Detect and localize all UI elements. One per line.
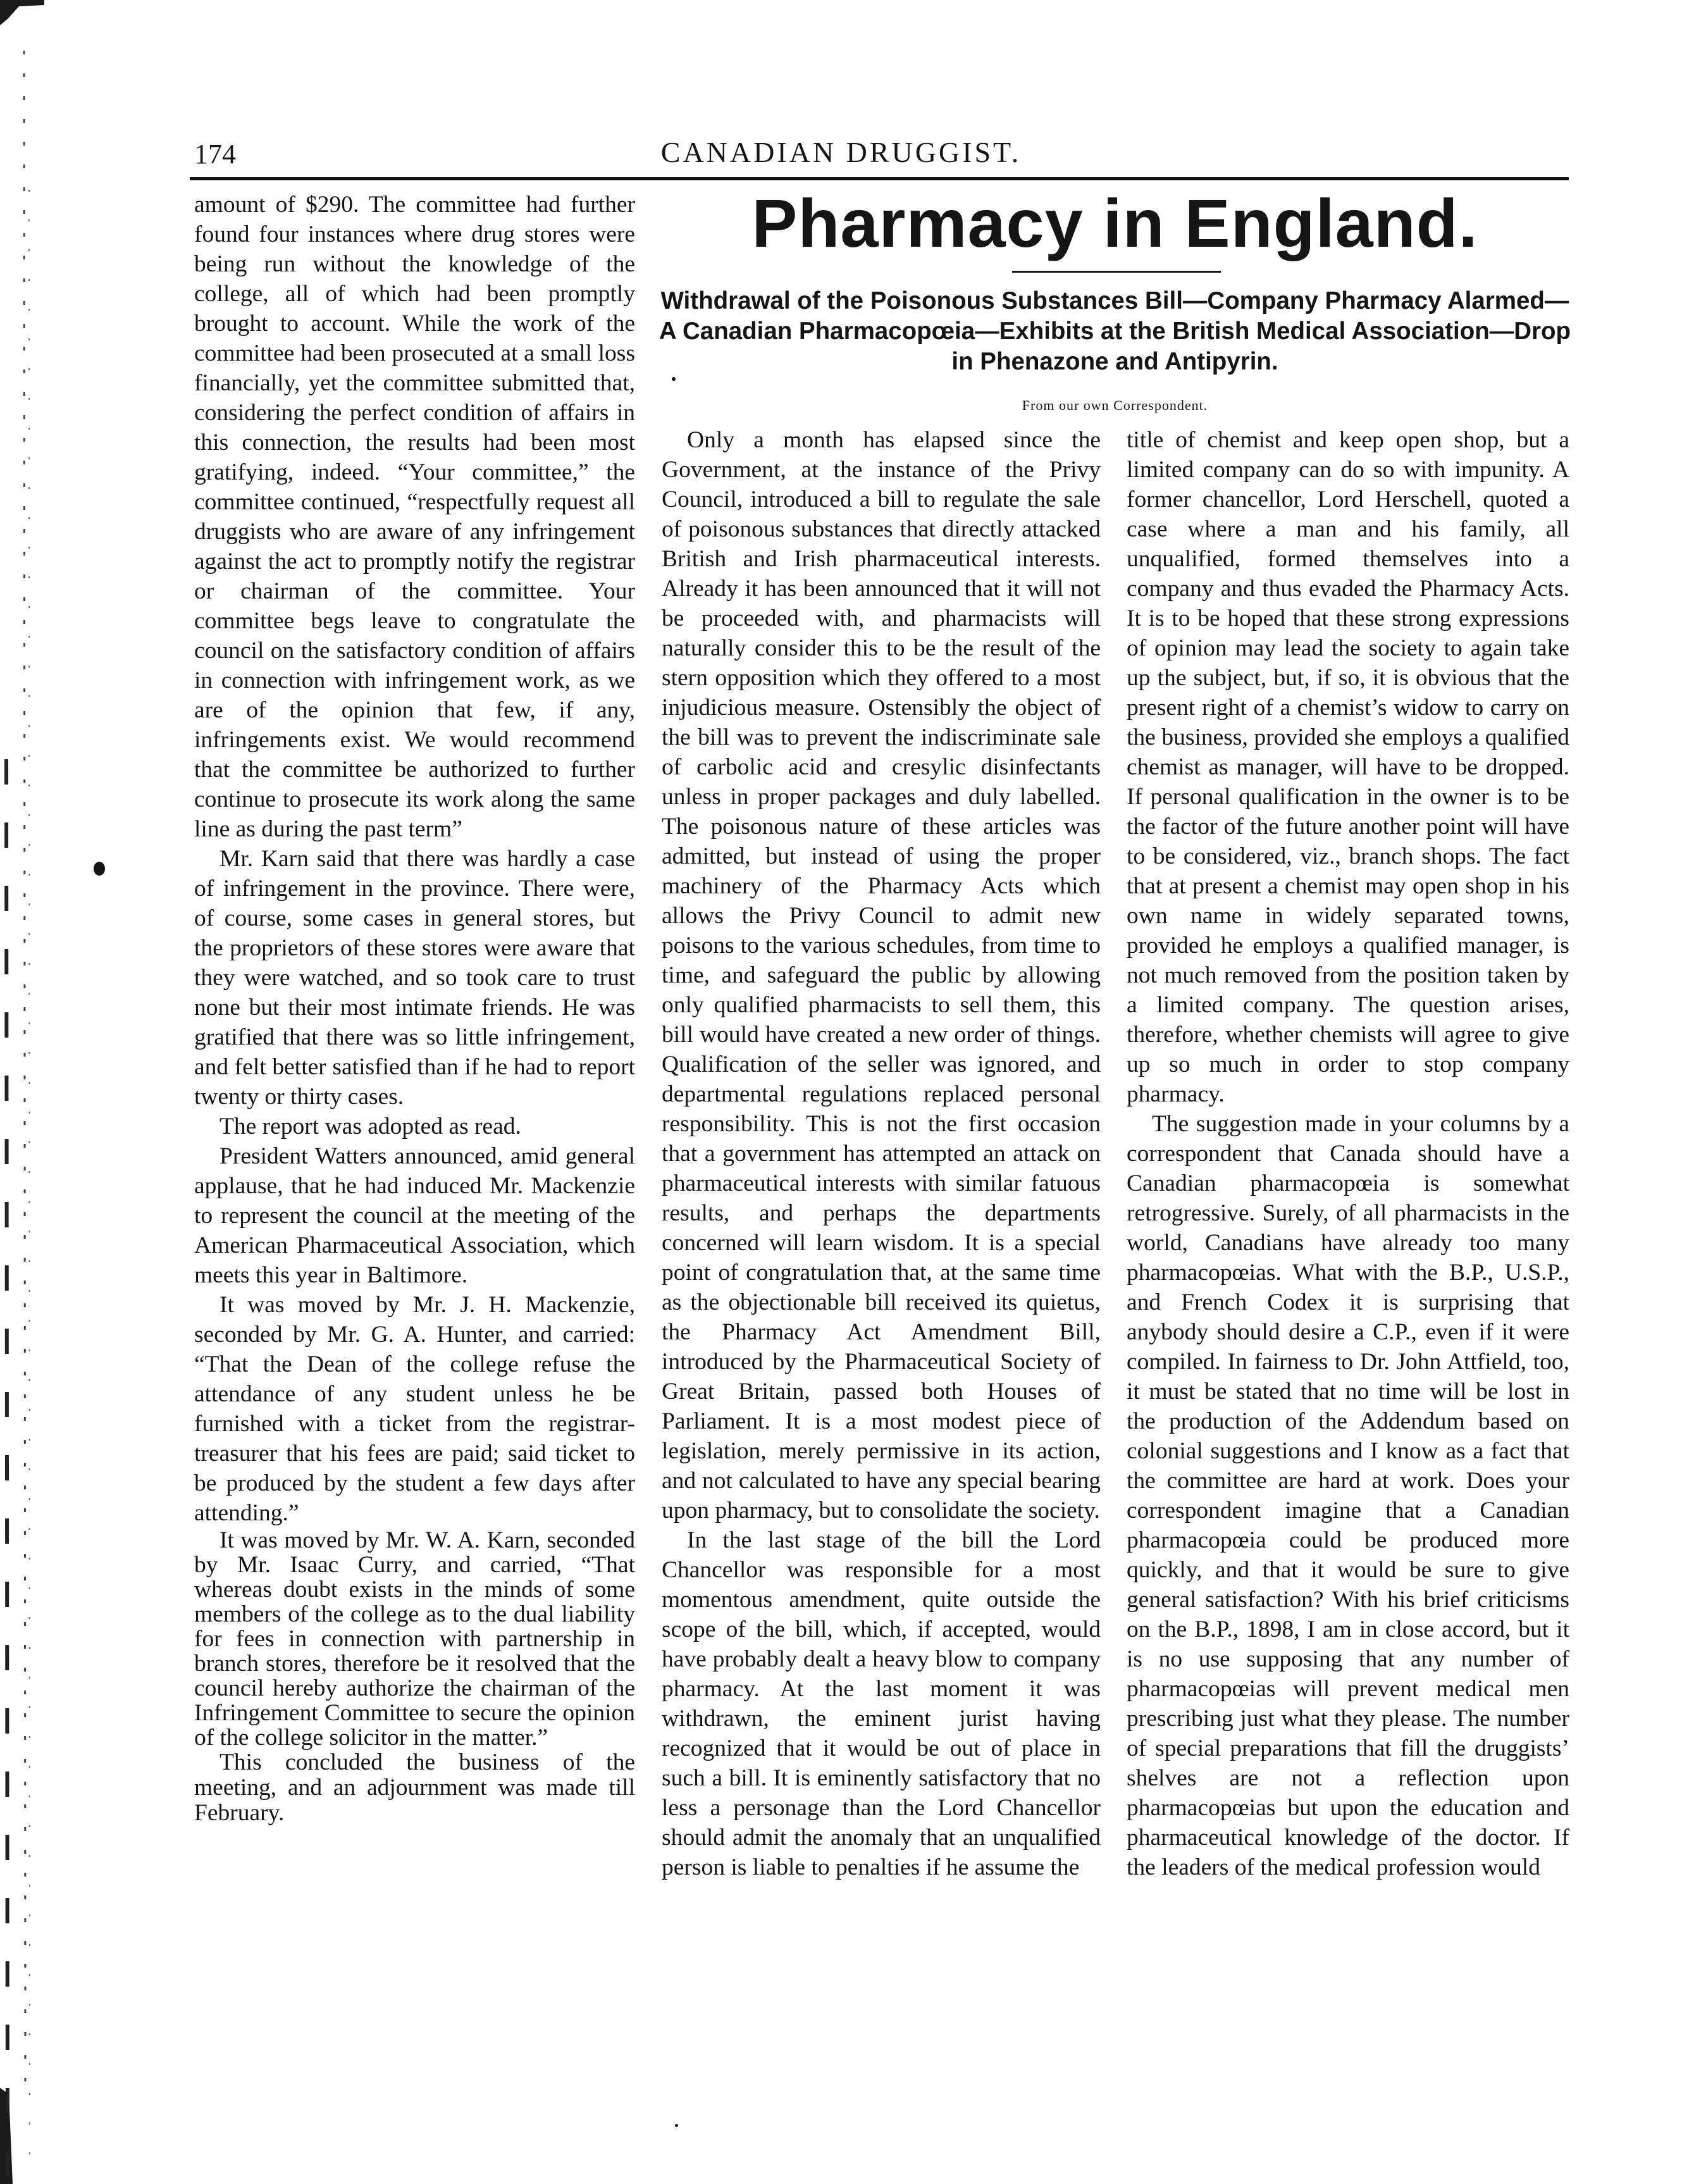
header-rule — [190, 177, 1569, 180]
paragraph: title of chemist and keep open shop, but a limited company can do so with impunity. A former chancellor, Lord Herschell, quoted a case where a man and his family, all unqualified, formed themselves into a company and thus evaded the Pharmacy Acts. It is to be hoped that these strong expressions of opinion may lead the society to again take up the subject, but, if so, it is obvious that the present right of a chemist’s widow to carry on the business, provided she employs a qualified chemist as manager, will have to be dropped. If personal qualification in the owner is to be the factor of the future another point will have to be considered, viz., branch shops. The fact that at present a chemist may open shop in his own name in widely separated towns, provided he employs a qualified manager, is not much removed from the position taken by a limited company. The question arises, therefore, whether chemists will agree to give up so much in order to stop company pharmacy. — [1127, 427, 1569, 1107]
running-head: CANADIAN DRUGGIST. — [660, 136, 1022, 168]
paragraph: It was moved by Mr. J. H. Mackenzie, seconded by Mr. G. A. Hunter, and carried: “That the Dean of the college refuse the attendance of any student unless he be furnished with a ticket from the registrar-treasurer that his fees are paid; said ticket to be produced by the student a few days after attending.” — [194, 1292, 635, 1526]
right-column — [1127, 425, 1569, 1882]
paragraph: amount of $290. The committee had further found four instances where drug stores were being run without the knowledge of the college, all of which had been promptly brought to account. While the work of the committee had been prosecuted at a small loss financially, yet the committee submitted that, considering the perfect condition of affairs in this connection, the results had been most gratifying, indeed. “Your committee,” the committee continued, “respectfully request all druggists who are aware of any infringement against the act to promptly notify the registrar or chairman of the committee. Your committee begs leave to congratulate the council on the satisfactory condition of affairs in connection with infringement work, as we are of the opinion that few, if any, infringements exist. We would recommend that the committee be authorized to further continue to prosecute its work along the same line as during the past term” — [194, 192, 635, 842]
paragraph: President Watters announced, amid general applause, that he had induced Mr. Mackenzie to represent the council at the meeting of the American Pharmaceutical Association, which meets this year in Baltimore. — [194, 1143, 635, 1288]
paragraph: Mr. Karn said that there was hardly a case of infringement in the province. There were, of course, some cases in general stores, but the proprietors of these stores were aware that they were watched, and so took care to trust none but their most intimate friends. He was gratified that there was so little infringement, and felt better satisfied than if he had to report twenty or thirty cases. — [194, 846, 635, 1110]
ink-speck — [672, 377, 676, 381]
page-number: 174 — [194, 139, 236, 170]
ink-speck — [675, 2124, 678, 2127]
paragraph: This concluded the business of the meeting, and an adjournment was made till February. — [194, 1749, 635, 1826]
paragraph: Only a month has elapsed since the Government, at the instance of the Privy Council, introduced a bill to regulate the sale of poisonous substances that directly attacked British and Irish pharmaceutical interests. Already it has been announced that it will not be proceeded with, and pharmacists will naturally consider this to be the result of the stern opposition which they offered to a most injudicious measure. Ostensibly the object of the bill was to prevent the indiscriminate sale of carbolic acid and cresylic disinfectants unless in proper packages and duly labelled. The poisonous nature of these articles was admitted, but instead of using the proper machinery of the Pharmacy Acts which allows the Privy Council to admit new poisons to the various schedules, from time to time, and safeguard the public by allowing only qualified pharmacists to sell them, this bill would have created a new order of things. Qualification of the seller was ignored, and departmental regulations replaced personal responsibility. This is not the first occasion that a government has attempted an attack on pharmaceutical interests with similar fatuous results, and perhaps the departments concerned will learn wisdom. It is a special point of congratulation that, at the same time as the objectionable bill received its quietus, the Pharmacy Act Amendment Bill, introduced by the Pharmaceutical Society of Great Britain, passed both Houses of Parliament. It is a most modest piece of legislation, merely permissive in its action, and not calculated to have any special bearing upon pharmacy, but to consolidate the society. — [662, 427, 1101, 1523]
left-column — [194, 190, 635, 1826]
middle-column — [662, 425, 1101, 1882]
article-subheadline: Withdrawal of the Poisonous Substances Bill—Company Pharmacy Alarmed—A Canadian Pharmacopœia—Exhibits at the British Medical Association—Drop in Phenazone and Antipyrin. — [659, 287, 1571, 375]
ink-speck — [94, 862, 105, 876]
paragraph: The suggestion made in your columns by a correspondent that Canada should have a Canadian pharmacopœia is somewhat retrogressive. Surely, of all pharmacists in the world, Canadians have already too many pharmacopœias. What with the B.P., U.S.P., and French Codex it is surprising that anybody should desire a C.P., even if it were compiled. In fairness to Dr. John Attfield, too, it must be stated that no time will be lost in the production of the Addendum based on colonial suggestions and I know as a fact that the committee are hard at work. Does your correspondent imagine that a Canadian pharmacopœia could be produced more quickly, and that it would be sure to give general satisfaction? With his brief criticisms on the B.P., 1898, I am in close accord, but it is no use supposing that any number of pharmacopœias will prevent medical men prescribing just what they please. The number of special preparations that fill the druggists’ shelves are not a reflection upon pharmacopœias but upon the education and pharmaceutical knowledge of the doctor. If the leaders of the medical profession would — [1127, 1111, 1569, 1880]
paragraph: It was moved by Mr. W. A. Karn, seconded by Mr. Isaac Curry, and carried, “That whereas doubt exists in the minds of some members of the college as to the dual liability for fees in connection with partnership in branch stores, therefore be it resolved that the council hereby authorize the chairman of the Infringement Committee to secure the opinion of the college solicitor in the matter.” — [194, 1527, 635, 1751]
scanned-page-edge — [0, 0, 44, 2184]
paragraph: In the last stage of the bill the Lord Chancellor was responsible for a most momentous amendment, quite outside the scope of the bill, which, if accepted, would have probably dealt a heavy blow to company pharmacy. At the last moment it was withdrawn, the eminent jurist having recognized that it would be out of place in such a bill. It is eminently satisfactory that no less a personage than the Lord Chancellor should admit the anomaly that an unqualified person is liable to penalties if he assume the — [662, 1527, 1101, 1880]
article-headline: Pharmacy in England. — [751, 185, 1478, 261]
paragraph: The report was adopted as read. — [220, 1114, 521, 1139]
article-byline: From our own Correspondent. — [1022, 397, 1208, 413]
headline-rule — [1012, 271, 1221, 273]
